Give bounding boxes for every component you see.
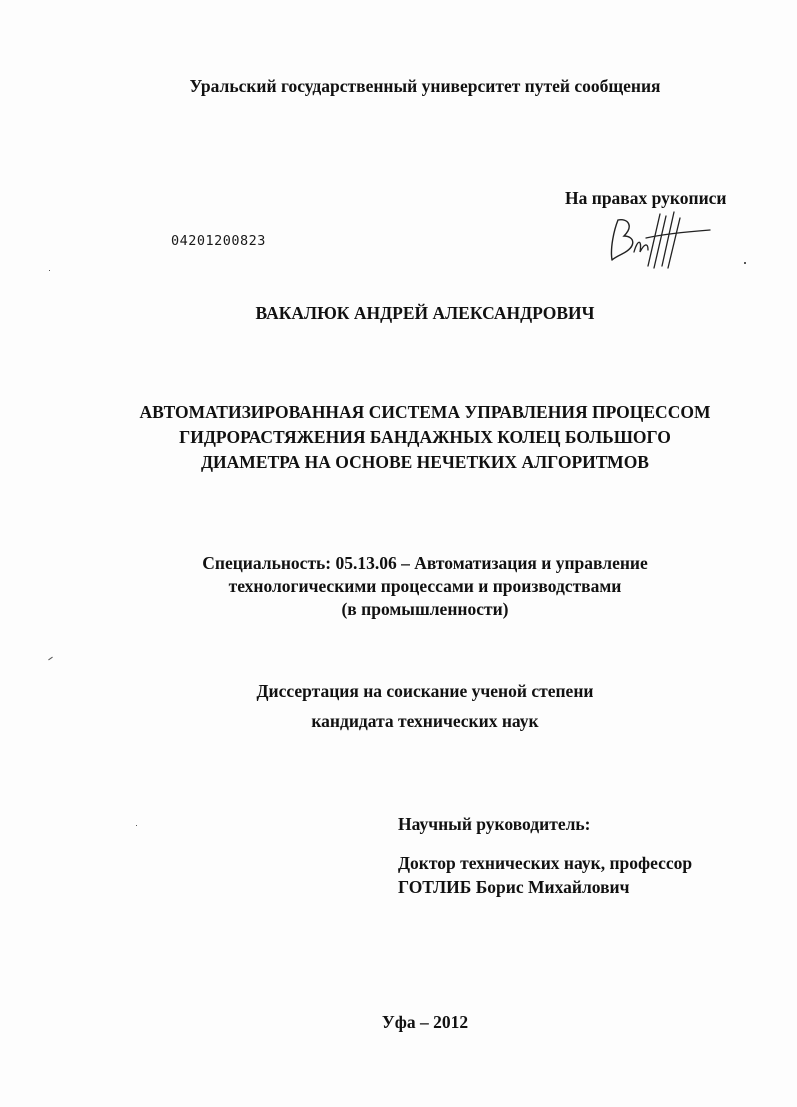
degree-line: кандидата технических наук [311, 711, 539, 731]
manuscript-rights-note: На правах рукописи [565, 188, 727, 208]
scan-speck [49, 270, 50, 271]
university-name: Уральский государственный университет путей сообщения [189, 76, 661, 96]
scan-speck [136, 825, 137, 826]
document-number: 04201200823 [171, 233, 266, 249]
speciality-line: (в промышленности) [341, 599, 509, 619]
author-name: ВАКАЛЮК АНДРЕЙ АЛЕКСАНДРОВИЧ [255, 303, 595, 323]
title-line: ГИДРОРАСТЯЖЕНИЯ БАНДАЖНЫХ КОЛЕЦ БОЛЬШОГО [179, 427, 671, 447]
city-year: Уфа – 2012 [381, 1012, 469, 1032]
scan-speck [48, 657, 53, 661]
degree-statement [0, 676, 797, 736]
supervisor-title: Доктор технических наук, профессор [398, 853, 693, 873]
supervisor-name: ГОТЛИБ Борис Михайлович [398, 877, 630, 897]
speciality-line: технологическими процессами и производствами [228, 576, 622, 596]
handwritten-signature [604, 208, 716, 270]
supervisor-details [398, 851, 692, 899]
degree-line: Диссертация на соискание ученой степени [256, 681, 594, 701]
title-line: АВТОМАТИЗИРОВАННАЯ СИСТЕМА УПРАВЛЕНИЯ ПРОЦЕССОМ [139, 402, 711, 422]
title-line: ДИАМЕТРА НА ОСНОВЕ НЕЧЕТКИХ АЛГОРИТМОВ [201, 452, 649, 472]
supervisor-label: Научный руководитель: [398, 814, 591, 834]
speciality-block [0, 552, 797, 621]
dissertation-title [0, 400, 797, 475]
scan-speck [744, 262, 746, 264]
speciality-line: Специальность: 05.13.06 – Автоматизация и управление [202, 553, 648, 573]
